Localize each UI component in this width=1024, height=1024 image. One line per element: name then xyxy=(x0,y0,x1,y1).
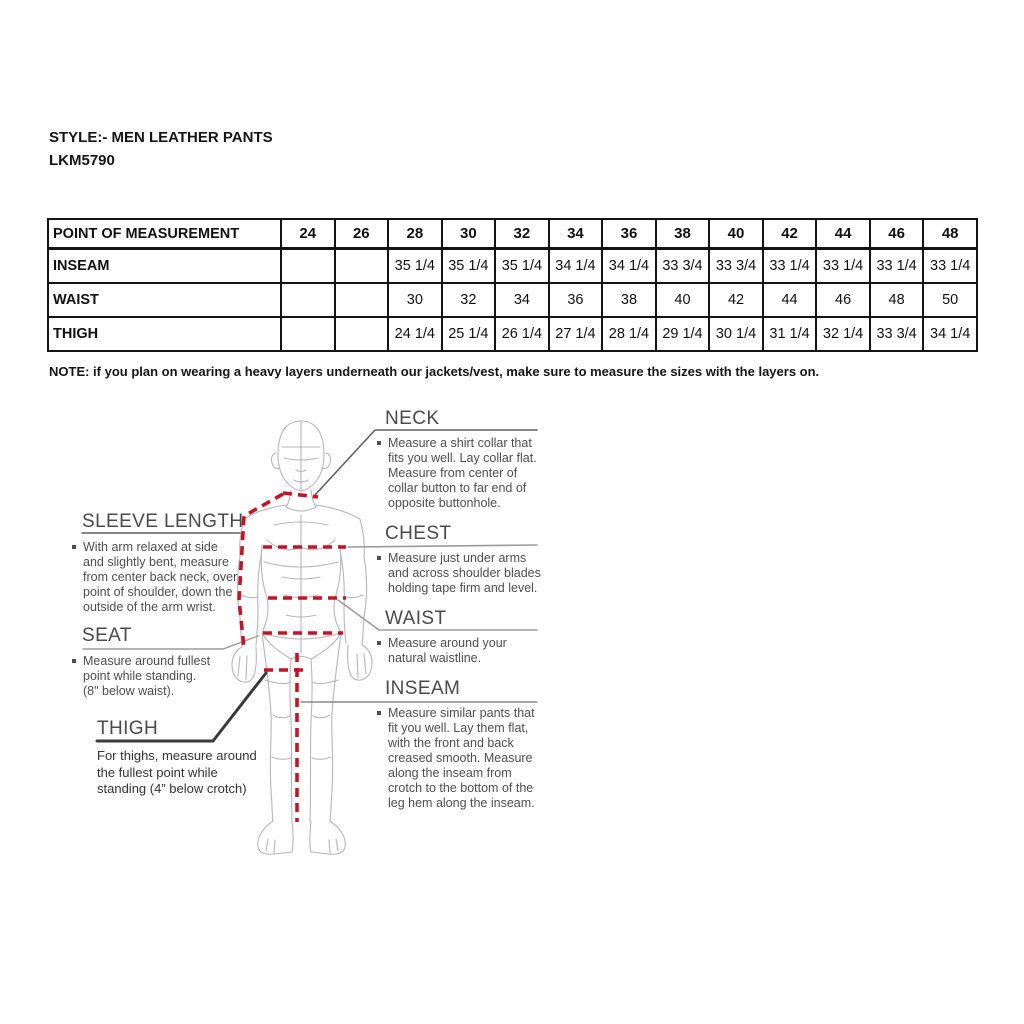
guide-text-chest: Measure just under arms and across shoulder blades holding tape firm and level. xyxy=(377,551,557,596)
size-cell: 28 1/4 xyxy=(602,317,656,351)
table-row-waist xyxy=(48,283,977,317)
column-header-size: 36 xyxy=(602,219,656,249)
size-cell: 33 1/4 xyxy=(816,249,870,284)
size-cell: 34 xyxy=(495,283,549,317)
style-code: LKM5790 xyxy=(49,152,115,169)
guide-text-sleeve-length: With arm relaxed at side and slightly bent, measure from center back neck, over point of shoulder, down the outside of the arm wrist. xyxy=(72,540,257,615)
size-cell: 33 1/4 xyxy=(870,249,924,284)
guide-text-inseam: Measure similar pants that fit you well. Lay them flat, with the front and back creased smooth. Measure along the inseam from crotch to the bottom of the leg hem along the inseam. xyxy=(377,706,557,811)
guide-text-seat: Measure around fullest point while standing. (8" below waist). xyxy=(72,654,237,699)
style-title: STYLE:- MEN LEATHER PANTS xyxy=(49,129,273,146)
size-cell: 31 1/4 xyxy=(763,317,817,351)
size-cell: 30 1/4 xyxy=(709,317,763,351)
column-header-size: 30 xyxy=(442,219,496,249)
column-header-size: 48 xyxy=(923,219,977,249)
size-cell: 35 1/4 xyxy=(388,249,442,284)
size-cell xyxy=(281,283,335,317)
size-cell: 42 xyxy=(709,283,763,317)
column-header-size: 32 xyxy=(495,219,549,249)
bullet-square-icon xyxy=(377,641,381,645)
column-header-size: 40 xyxy=(709,219,763,249)
size-cell: 24 1/4 xyxy=(388,317,442,351)
guide-title-neck: NECK xyxy=(385,408,440,429)
column-header-size: 28 xyxy=(388,219,442,249)
column-header-size: 44 xyxy=(816,219,870,249)
size-cell: 34 1/4 xyxy=(549,249,603,284)
note-text: NOTE: if you plan on wearing a heavy layers underneath our jackets/vest, make sure to measure the sizes with the layers on. xyxy=(49,364,820,379)
size-cell: 30 xyxy=(388,283,442,317)
guide-title-chest: CHEST xyxy=(385,523,452,544)
guide-text-waist: Measure around your natural waistline. xyxy=(377,636,542,666)
size-cell: 34 1/4 xyxy=(602,249,656,284)
guide-title-inseam: INSEAM xyxy=(385,678,461,699)
size-cell: 32 1/4 xyxy=(816,317,870,351)
column-header-size: 24 xyxy=(281,219,335,249)
size-cell xyxy=(335,249,389,284)
size-cell: 33 3/4 xyxy=(709,249,763,284)
guide-text-neck: Measure a shirt collar that fits you well. Lay collar flat. Measure from center of collar button to far end of opposite buttonhole. xyxy=(377,436,552,511)
chest-callout-line xyxy=(348,545,537,547)
size-table xyxy=(47,218,978,352)
row-label: WAIST xyxy=(48,283,281,317)
size-cell: 33 1/4 xyxy=(763,249,817,284)
size-cell: 29 1/4 xyxy=(656,317,710,351)
guide-title-seat: SEAT xyxy=(82,625,132,646)
row-label: INSEAM xyxy=(48,249,281,284)
column-header-size: 46 xyxy=(870,219,924,249)
size-cell xyxy=(335,317,389,351)
guide-title-thigh: THIGH xyxy=(97,718,159,739)
column-header-size: 38 xyxy=(656,219,710,249)
size-table-header-row xyxy=(48,219,977,249)
size-cell xyxy=(281,317,335,351)
size-cell: 44 xyxy=(763,283,817,317)
neck-measure-dash xyxy=(283,493,318,497)
size-cell: 35 1/4 xyxy=(442,249,496,284)
size-cell: 50 xyxy=(923,283,977,317)
size-cell xyxy=(335,283,389,317)
size-cell: 36 xyxy=(549,283,603,317)
size-cell: 46 xyxy=(816,283,870,317)
guide-title-sleeve-length: SLEEVE LENGTH xyxy=(82,511,244,532)
column-header-point-of-measurement: POINT OF MEASUREMENT xyxy=(48,219,281,249)
column-header-size: 42 xyxy=(763,219,817,249)
size-cell: 40 xyxy=(656,283,710,317)
size-cell xyxy=(281,249,335,284)
size-cell: 38 xyxy=(602,283,656,317)
bullet-square-icon xyxy=(72,659,76,663)
column-header-size: 34 xyxy=(549,219,603,249)
size-cell: 25 1/4 xyxy=(442,317,496,351)
size-cell: 33 3/4 xyxy=(870,317,924,351)
size-cell: 48 xyxy=(870,283,924,317)
guide-title-waist: WAIST xyxy=(385,608,447,629)
size-cell: 34 1/4 xyxy=(923,317,977,351)
bullet-square-icon xyxy=(377,711,381,715)
guide-text-thigh: For thighs, measure around the fullest point while standing (4” below crotch) xyxy=(97,748,257,796)
size-cell: 26 1/4 xyxy=(495,317,549,351)
size-cell: 35 1/4 xyxy=(495,249,549,284)
column-header-size: 26 xyxy=(335,219,389,249)
row-label: THIGH xyxy=(48,317,281,351)
size-cell: 27 1/4 xyxy=(549,317,603,351)
bullet-square-icon xyxy=(72,545,76,549)
bullet-square-icon xyxy=(377,441,381,445)
bullet-square-icon xyxy=(377,556,381,560)
size-cell: 33 1/4 xyxy=(923,249,977,284)
table-row-inseam xyxy=(48,249,977,284)
size-cell: 33 3/4 xyxy=(656,249,710,284)
table-row-thigh xyxy=(48,317,977,351)
size-cell: 32 xyxy=(442,283,496,317)
